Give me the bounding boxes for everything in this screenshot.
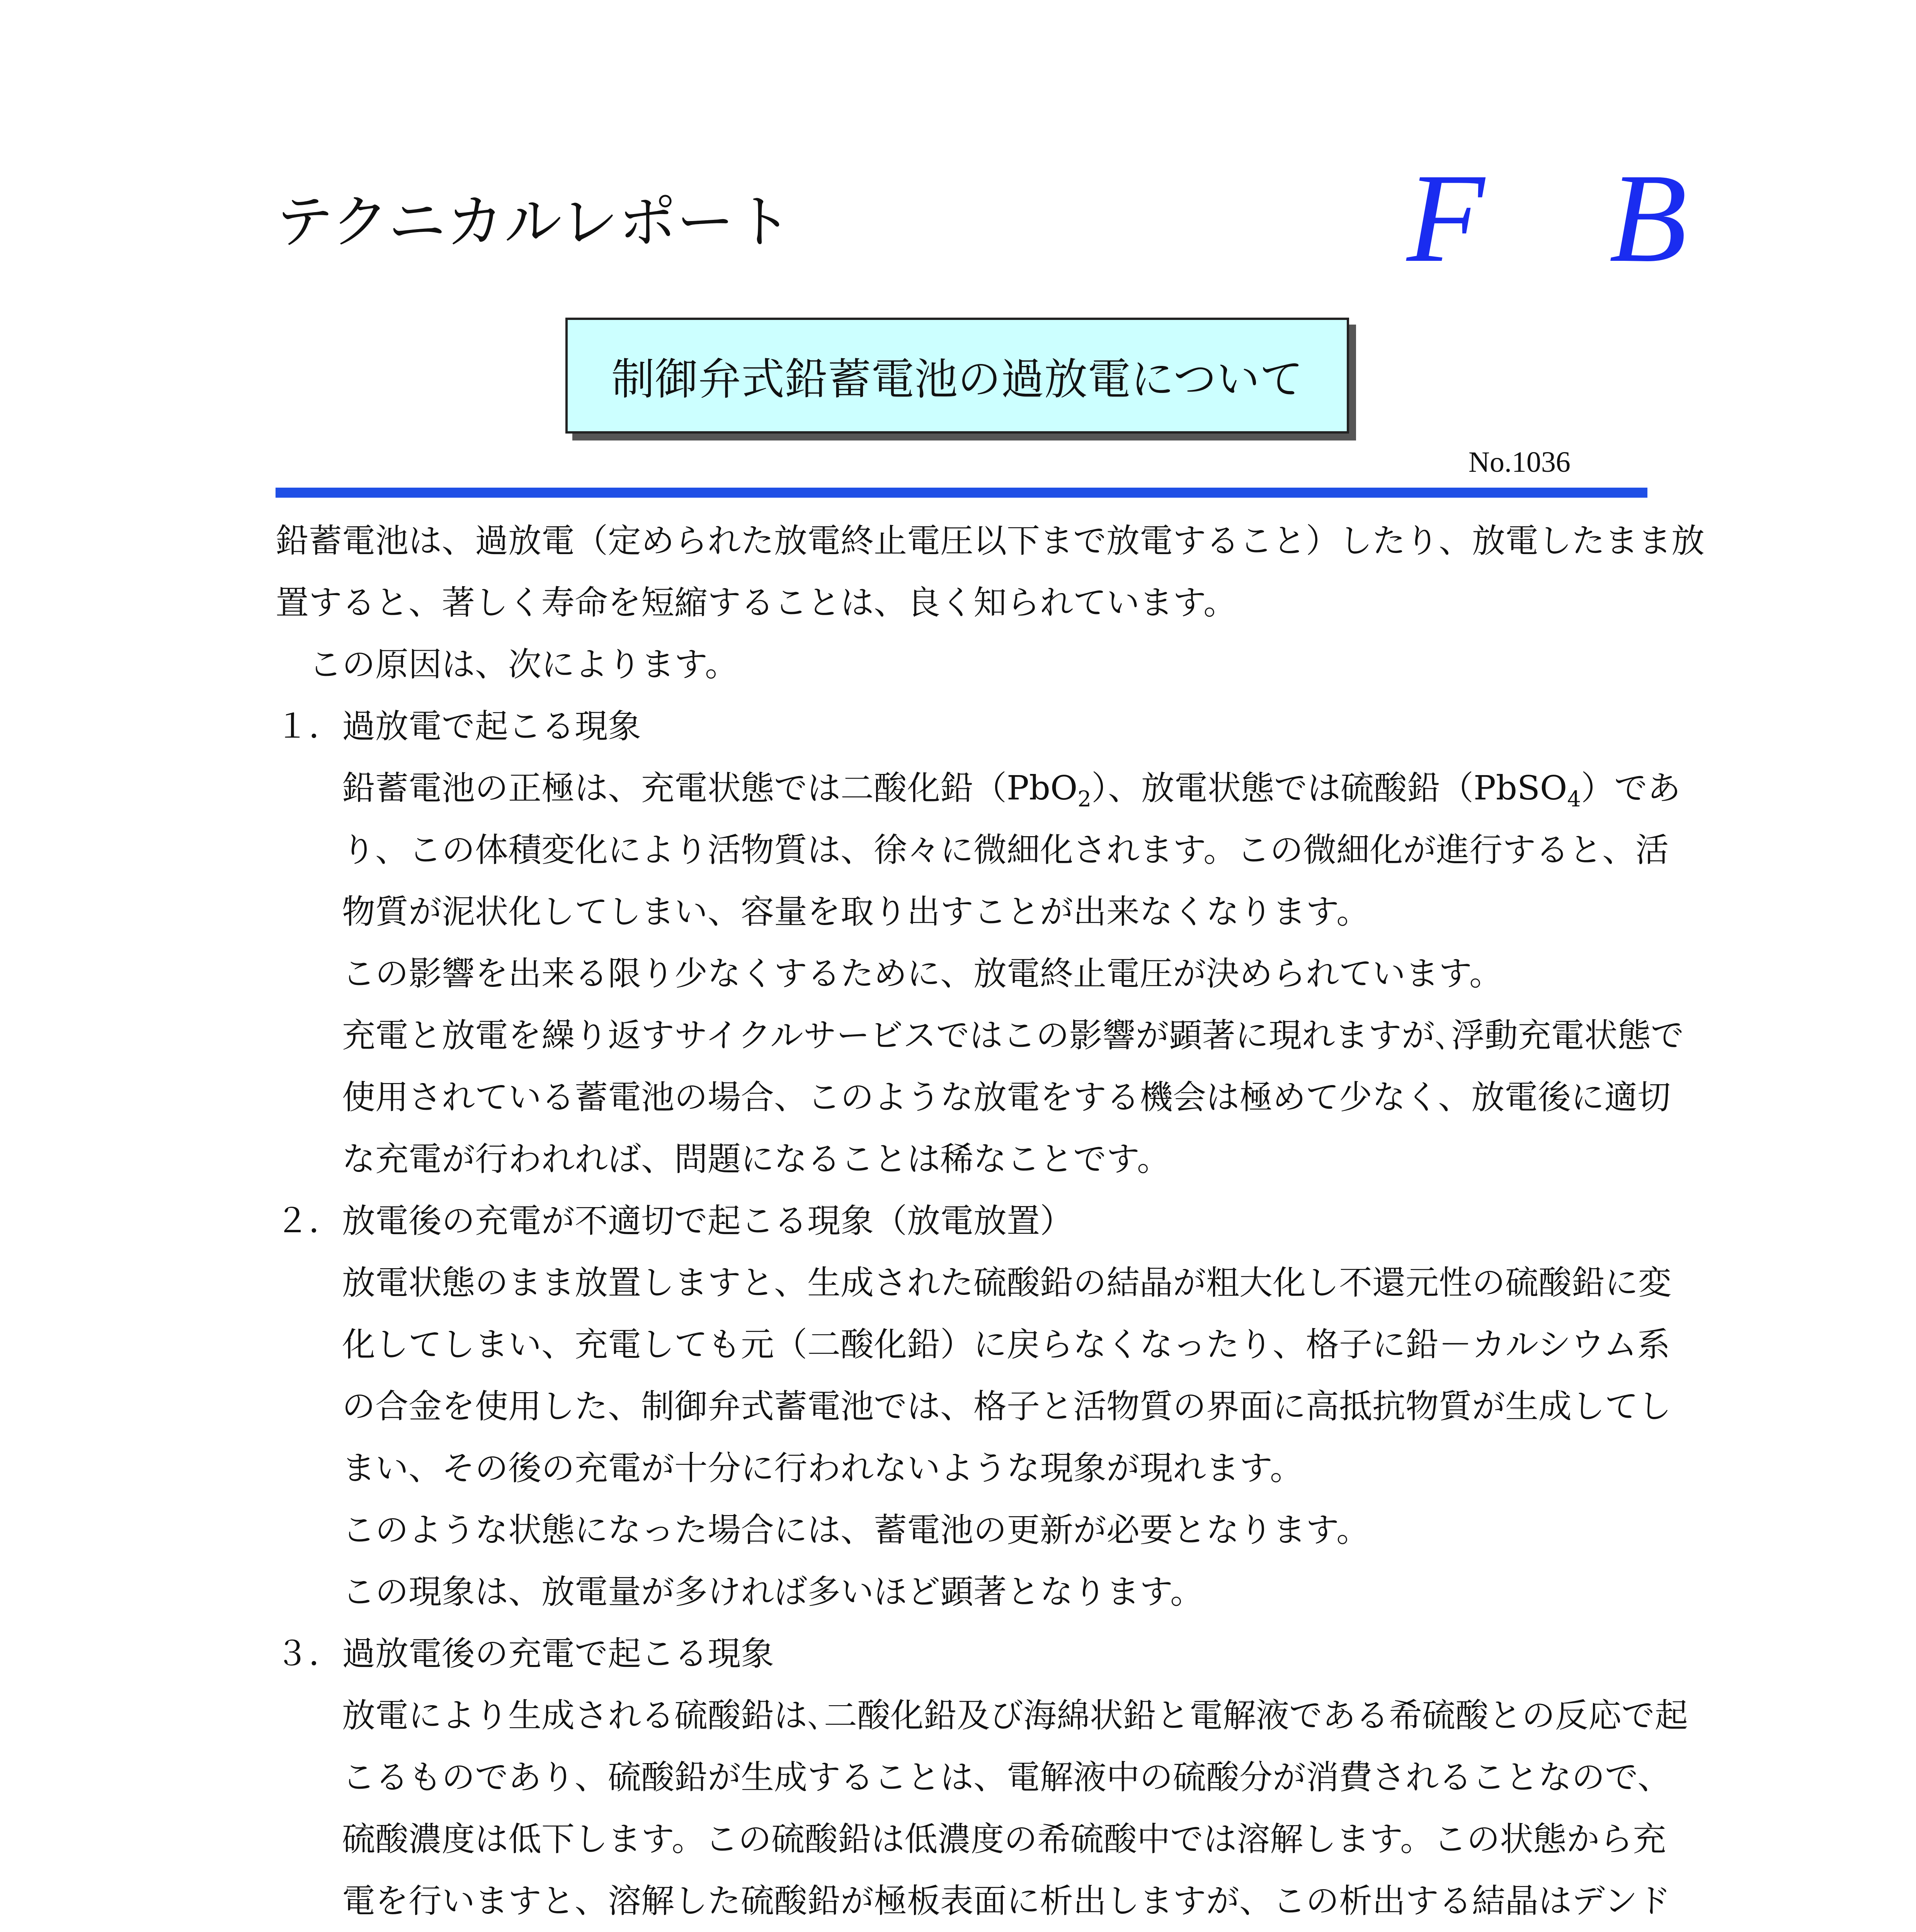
- section-2-heading: ２．放電後の充電が不適切で起こる現象（放電放置）: [276, 1202, 1073, 1240]
- section-2-line-3: の合金を使用した、制御弁式蓄電池では、格子と活物質の界面に高抵抗物質が生成してし: [342, 1387, 1671, 1426]
- section-2-line-1: 放電状態のまま放置しますと、生成された硫酸鉛の結晶が粗大化し不還元性の硫酸鉛に変: [342, 1264, 1671, 1302]
- section-3-line-2: こるものであり、硫酸鉛が生成することは、電解液中の硫酸分が消費されることなので、: [342, 1758, 1671, 1797]
- section-1-heading: １．過放電で起こる現象: [276, 707, 641, 746]
- section-1-line-5: 充電と放電を繰り返すサイクルサービスではこの影響が顕著に現れますが､浮動充電状態で: [342, 1016, 1684, 1055]
- section-3-line-4: 電を行いますと、溶解した硫酸鉛が極板表面に析出しますが、この析出する結晶はデンド: [342, 1882, 1671, 1920]
- section-2-line-4: まい、その後の充電が十分に行われないような現象が現れます。: [342, 1449, 1303, 1488]
- s1-text-a: 鉛蓄電池の正極は、充電状態では二酸化鉛（PbO: [342, 769, 1078, 808]
- s1-text-c: ）であ: [1581, 769, 1681, 808]
- section-2-line-2: 化してしまい、充電しても元（二酸化鉛）に戻らなくなったり、格子に鉛－カルシウム系: [342, 1325, 1670, 1364]
- document-number: No.1036: [1468, 446, 1571, 478]
- section-3-heading: ３．過放電後の充電で起こる現象: [276, 1634, 774, 1673]
- document-body: [276, 510, 1705, 1932]
- section-3-line-1: 放電により生成される硫酸鉛は､二酸化鉛及び海綿状鉛と電解液である希硫酸との反応で起: [342, 1696, 1688, 1735]
- section-1-line-3: 物質が泥状化してしまい、容量を取り出すことが出来なくなります。: [342, 893, 1370, 931]
- section-1-line-4: この影響を出来る限り少なくするために、放電終止電圧が決められています。: [342, 954, 1503, 993]
- fb-logo: F B: [1407, 148, 1734, 289]
- section-2-line-6: この現象は、放電量が多ければ多いほど顕著となります。: [342, 1573, 1204, 1611]
- section-2-line-5: このような状態になった場合には、蓄電池の更新が必要となります。: [342, 1511, 1370, 1549]
- section-1-line-7: な充電が行われれば、問題になることは稀なことです。: [342, 1140, 1171, 1179]
- top-divider: [276, 488, 1647, 498]
- section-1-line-2: り、この体積変化により活物質は、徐々に微細化されます。この微細化が進行すると、活: [342, 831, 1669, 869]
- section-1-line-1: [276, 757, 1681, 819]
- report-type-title: テクニカルレポート: [276, 189, 793, 256]
- cause-intro: この原因は、次によります。: [309, 645, 738, 684]
- intro-line-1: 鉛蓄電池は、過放電（定められた放電終止電圧以下まで放電すること）したり、放電したまま放: [276, 522, 1705, 560]
- s1-text-b: ）、放電状態では硫酸鉛（PbSO: [1091, 769, 1567, 808]
- section-3-line-3: 硫酸濃度は低下します。この硫酸鉛は低濃度の希硫酸中では溶解します。この状態から充: [342, 1820, 1666, 1859]
- document-title-box: [565, 318, 1349, 434]
- subscript-4: 4: [1567, 787, 1581, 812]
- section-1-line-6: 使用されている蓄電池の場合、このような放電をする機会は極めて少なく、放電後に適切: [342, 1078, 1671, 1117]
- intro-line-2: 置すると、著しく寿命を短縮することは、良く知られています。: [276, 583, 1237, 622]
- document-title: 制御弁式鉛蓄電池の過放電について: [611, 354, 1303, 405]
- subscript-2: 2: [1077, 787, 1092, 812]
